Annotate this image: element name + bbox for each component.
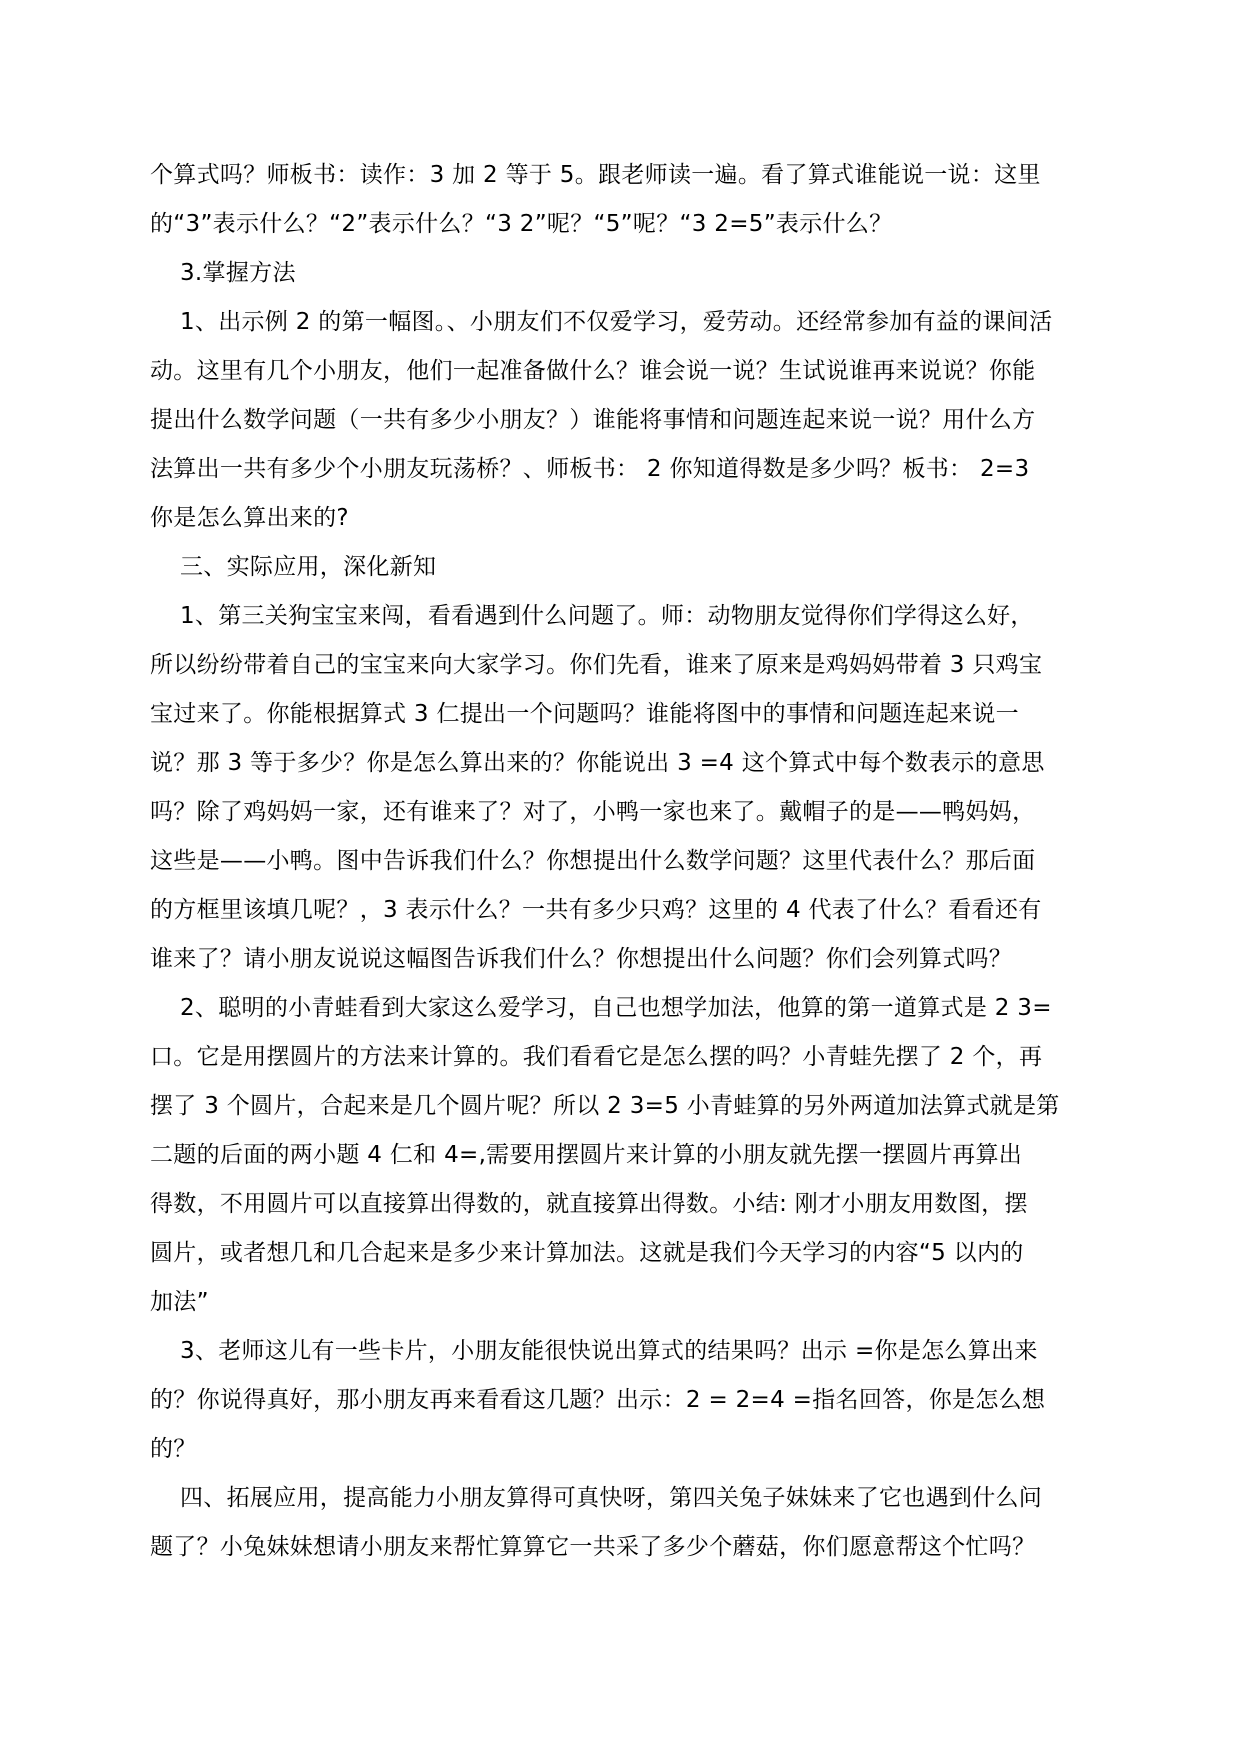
text-line: 1、出示例 2 的第一幅图。、小朋友们不仅爱学习，爱劳动。还经常参加有益的课间活 [180, 309, 1053, 335]
text-line: 的“3”表示什么？“2”表示什么？“3 2”呢？“5”呢？“3 2=5”表示什么？ [150, 211, 893, 237]
document-body [150, 151, 1090, 1572]
text-line: 所以纷纷带着自己的宝宝来向大家学习。你们先看，谁来了原来是鸡妈妈带着 3 只鸡宝 [150, 652, 1043, 678]
text-line: 谁来了？请小朋友说说这幅图告诉我们什么？你想提出什么问题？你们会列算式吗？ [150, 946, 1013, 972]
document-page [150, 151, 1090, 1572]
text-line: 的方框里该填几呢？，3 表示什么？一共有多少只鸡？这里的 4 代表了什么？看看还有 [150, 897, 1042, 923]
text-line: 动。这里有几个小朋友，他们一起准备做什么？谁会说一说？生试说谁再来说说？你能 [150, 358, 1036, 384]
text-line: 提出什么数学问题（一共有多少小朋友？）谁能将事情和问题连起来说一说？用什么方 [150, 407, 1036, 433]
text-line: 2、聪明的小青蛙看到大家这么爱学习，自己也想学加法，他算的第一道算式是 2 3= [180, 995, 1052, 1021]
text-line: 得数，不用圆片可以直接算出得数的，就直接算出得数。小结: 刚才小朋友用数图，摆 [150, 1191, 1028, 1217]
text-line: 你是怎么算出来的? [150, 505, 349, 531]
text-line: 的？你说得真好，那小朋友再来看看这几题？出示：2 = 2=4 =指名回答，你是怎么想 [150, 1387, 1046, 1413]
text-line: 吗？除了鸡妈妈一家，还有谁来了？对了，小鸭一家也来了。戴帽子的是——鸭妈妈， [150, 799, 1036, 825]
text-line: 说？那 3 等于多少？你是怎么算出来的？你能说出 3 =4 这个算式中每个数表示的意思 [150, 750, 1045, 776]
text-line: 3.掌握方法 [180, 260, 296, 286]
text-line: 二题的后面的两小题 4 仁和 4=,需要用摆圆片来计算的小朋友就先摆一摆圆片再算出 [150, 1142, 1023, 1168]
text-line: 题了？小兔妹妹想请小朋友来帮忙算算它一共采了多少个蘑菇，你们愿意帮这个忙吗？ [150, 1534, 1036, 1560]
text-line: 四、拓展应用，提高能力小朋友算得可真快呀，第四关兔子妹妹来了它也遇到什么问 [180, 1485, 1043, 1511]
text-line: 的？ [150, 1436, 197, 1462]
text-line: 1、第三关狗宝宝来闯，看看遇到什么问题了。师：动物朋友觉得你们学得这么好， [180, 603, 1034, 629]
text-line: 法算出一共有多少个小朋友玩荡桥？、师板书： 2 你知道得数是多少吗？板书： 2=3 [150, 456, 1030, 482]
text-line: 圆片，或者想几和几合起来是多少来计算加法。这就是我们今天学习的内容“5 以内的 [150, 1240, 1024, 1266]
text-line: 口。它是用摆圆片的方法来计算的。我们看看它是怎么摆的吗？小青蛙先摆了 2 个，再 [150, 1044, 1043, 1070]
text-line: 加法” [150, 1289, 209, 1315]
text-line: 宝过来了。你能根据算式 3 仁提出一个问题吗？谁能将图中的事情和问题连起来说一 [150, 701, 1019, 727]
text-line: 这些是——小鸭。图中告诉我们什么？你想提出什么数学问题？这里代表什么？那后面 [150, 848, 1036, 874]
text-line: 摆了 3 个圆片，合起来是几个圆片呢？所以 2 3=5 小青蛙算的另外两道加法算式就是第 [150, 1093, 1060, 1119]
text-line: 三、实际应用，深化新知 [180, 554, 437, 580]
text-line: 个算式吗？师板书：读作：3 加 2 等于 5。跟老师读一遍。看了算式谁能说一说：这里 [150, 162, 1041, 188]
text-line: 3、老师这儿有一些卡片，小朋友能很快说出算式的结果吗？出示 =你是怎么算出来 [180, 1338, 1038, 1364]
